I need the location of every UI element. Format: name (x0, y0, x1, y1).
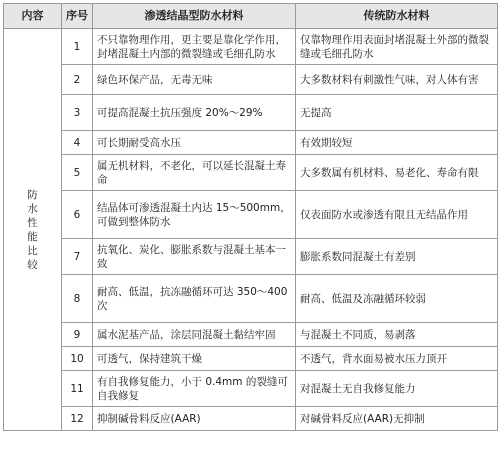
row-number: 4 (62, 131, 93, 155)
header-crystalline-material: 渗透结晶型防水材料 (93, 4, 296, 29)
table-row (4, 155, 498, 191)
category-char: 防 (27, 188, 38, 201)
crystalline-cell: 可提高混凝土抗压强度 20%～29% (93, 95, 296, 131)
table-row (4, 347, 498, 371)
traditional-cell: 大多数属有机材料、易老化、寿命有限 (296, 155, 498, 191)
table-row (4, 65, 498, 95)
table-row (4, 239, 498, 275)
traditional-cell: 与混凝土不同质，易剥落 (296, 323, 498, 347)
row-number: 1 (62, 29, 93, 65)
crystalline-cell: 属水泥基产品，涂层同混凝土黏结牢固 (93, 323, 296, 347)
header-number: 序号 (62, 4, 93, 29)
traditional-cell: 膨胀系数同混凝土有差别 (296, 239, 498, 275)
crystalline-cell: 有自我修复能力，小于 0.4mm 的裂缝可自我修复 (93, 371, 296, 407)
traditional-cell: 仅表面防水或渗透有限且无结晶作用 (296, 191, 498, 239)
row-number: 12 (62, 407, 93, 431)
traditional-cell: 对碱骨料反应(AAR)无抑制 (296, 407, 498, 431)
crystalline-cell: 属无机材料，不老化，可以延长混凝土寿命 (93, 155, 296, 191)
traditional-cell: 大多数材料有刺激性气味，对人体有害 (296, 65, 498, 95)
crystalline-cell: 结晶体可渗透混凝土内达 15～500mm，可做到整体防水 (93, 191, 296, 239)
row-number: 6 (62, 191, 93, 239)
table-row (4, 275, 498, 323)
traditional-cell: 仅靠物理作用表面封堵混凝土外部的微裂缝或毛细孔防水 (296, 29, 498, 65)
crystalline-cell: 可透气，保持建筑干燥 (93, 347, 296, 371)
row-number: 8 (62, 275, 93, 323)
row-number: 5 (62, 155, 93, 191)
traditional-cell: 耐高、低温及冻融循环较弱 (296, 275, 498, 323)
category-cell (4, 29, 62, 431)
table-body (4, 29, 498, 431)
table-row (4, 371, 498, 407)
header-content: 内容 (4, 4, 62, 29)
category-char: 比 (27, 244, 38, 257)
category-char: 能 (27, 230, 38, 243)
crystalline-cell: 不只靠物理作用，更主要是靠化学作用，封堵混凝土内部的微裂缝或毛细孔防水 (93, 29, 296, 65)
row-number: 7 (62, 239, 93, 275)
row-number: 10 (62, 347, 93, 371)
header-traditional-material: 传统防水材料 (296, 4, 498, 29)
crystalline-cell: 抗氧化、炭化、膨胀系数与混凝土基本一致 (93, 239, 296, 275)
traditional-cell: 有效期较短 (296, 131, 498, 155)
traditional-cell: 无提高 (296, 95, 498, 131)
row-number: 11 (62, 371, 93, 407)
table-row (4, 407, 498, 431)
row-number: 3 (62, 95, 93, 131)
category-char: 水 (27, 202, 38, 215)
header-row (4, 4, 498, 29)
row-number: 2 (62, 65, 93, 95)
crystalline-cell: 可长期耐受高水压 (93, 131, 296, 155)
traditional-cell: 对混凝土无自我修复能力 (296, 371, 498, 407)
table-row (4, 131, 498, 155)
table-row (4, 29, 498, 65)
table-row (4, 323, 498, 347)
category-char: 性 (27, 216, 38, 229)
crystalline-cell: 抑制碱骨料反应(AAR) (93, 407, 296, 431)
comparison-table (3, 3, 498, 431)
table-row (4, 95, 498, 131)
row-number: 9 (62, 323, 93, 347)
crystalline-cell: 绿色环保产品，无毒无味 (93, 65, 296, 95)
traditional-cell: 不透气，背水面易被水压力顶开 (296, 347, 498, 371)
crystalline-cell: 耐高、低温，抗冻融循环可达 350～400 次 (93, 275, 296, 323)
table-row (4, 191, 498, 239)
category-char: 较 (27, 258, 38, 271)
